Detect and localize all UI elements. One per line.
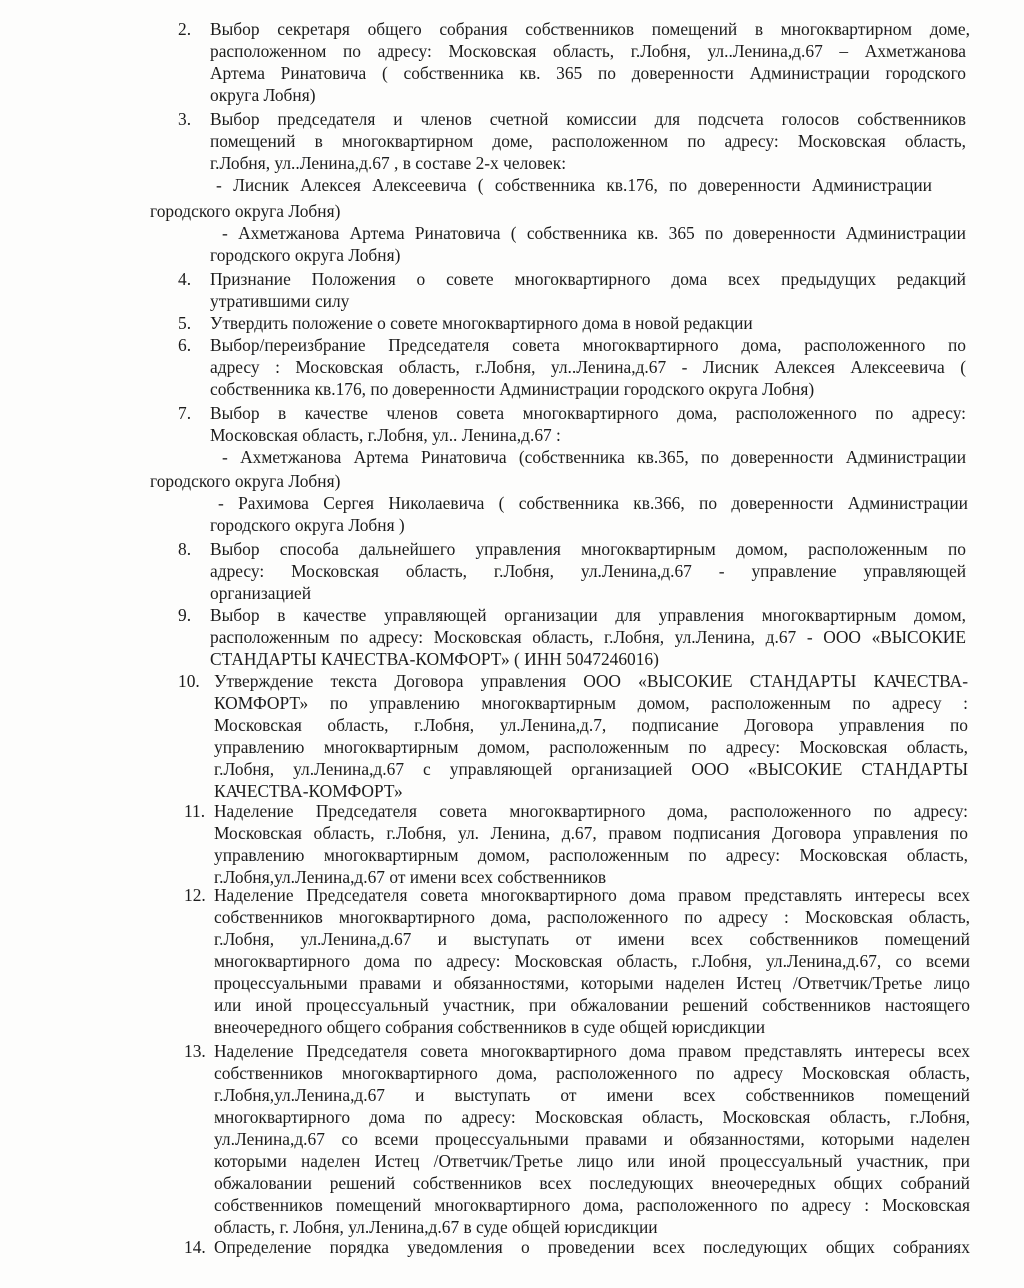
list-item-text-line: Выбор способа дальнейшего управления многоквартирным домом, расположенным по: [210, 539, 966, 559]
list-item-text-line: Московская область, г.Лобня, ул.Ленина,д.7, подписание Договора управления по: [214, 715, 968, 735]
list-item-text-line: городского округа Лобня ): [210, 515, 405, 535]
list-item-text-line: управлению многоквартирным домом, расположенным по адресу: Московская область,: [214, 737, 968, 757]
list-item-text-line: Выбор в качестве членов совета многоквартирного дома, расположенного по адресу:: [210, 403, 966, 423]
list-item-text-line: область, г. Лобня, ул.Ленина,д.67 в суде общей юрисдикции: [214, 1217, 658, 1237]
list-item-text-line: Признание Положения о совете многоквартирного дома всех предыдущих редакций: [210, 269, 966, 289]
list-item-text-line: Выбор в качестве управляющей организации для управления многоквартирным домом,: [210, 605, 966, 625]
list-item-text-line: Артема Ринатовича ( собственника кв. 365 по доверенности Администрации городского: [210, 63, 966, 83]
list-item-text-line: Московская область, г.Лобня, ул. Ленина, д.67, правом подписания Договора управления по: [214, 823, 968, 843]
list-item-text-line: - Ахметжанова Артема Ринатовича ( собственника кв. 365 по доверенности Администрации: [222, 223, 966, 243]
list-item-number: 4.: [178, 269, 192, 289]
list-item-text-line: Выбор секретаря общего собрания собственников помещений в многоквартирном доме,: [210, 19, 970, 39]
list-item-number: 7.: [178, 403, 192, 423]
list-item-number: 14.: [184, 1237, 206, 1257]
list-item-text-line: ул.Ленина,д.67 со всеми процессуальными правами и обязанностями, которыми наделен: [214, 1129, 970, 1149]
list-item-number: 8.: [178, 539, 192, 559]
list-item-text-line: г.Лобня,ул.Ленина,д.67 от имени всех собственников: [214, 867, 607, 887]
list-item-text-line: многоквартирного дома по адресу: Московская область, г.Лобня, ул.Ленина,д.67, со всеми: [214, 951, 970, 971]
list-item-text-line: - Лисник Алексея Алексеевича ( собственника кв.176, по доверенности Администрации: [216, 175, 932, 195]
list-item-text-line: Выбор председателя и членов счетной комиссии для подсчета голосов собственников: [210, 109, 966, 129]
list-item-text-line: внеочередного общего собрания собственников в суде общей юрисдикции: [214, 1017, 766, 1037]
list-item-text-line: Определение порядка уведомления о проведении всех последующих общих собраниях: [214, 1237, 970, 1257]
list-item-text-line: городского округа Лобня): [150, 201, 341, 221]
list-item-text-line: - Рахимова Сергея Николаевича ( собственника кв.366, по доверенности Администрации: [218, 493, 968, 513]
list-item-number: 13.: [184, 1041, 206, 1061]
list-item-number: 10.: [178, 671, 200, 691]
list-item-text-line: г.Лобня,ул.Ленина,д.67 и выступать от имени всех собственников помещений: [214, 1085, 970, 1105]
list-item-text-line: - Ахметжанова Артема Ринатовича (собственника кв.365, по доверенности Администрации: [222, 447, 966, 467]
list-item-text-line: собственников помещений многоквартирного дома, расположенного по адресу : Московская: [214, 1195, 970, 1215]
list-item-text-line: собственника кв.176, по доверенности Администрации городского округа Лобня): [210, 379, 815, 399]
list-item-text-line: обжаловании решений собственников всех последующих внеочередных общих собраний: [214, 1173, 970, 1193]
list-item-number: 12.: [184, 885, 206, 905]
list-item-number: 11.: [184, 801, 206, 821]
list-item-text-line: или иной процессуальный участник, при обжаловании решений собственников настоящего: [214, 995, 970, 1015]
list-item-number: 9.: [178, 605, 192, 625]
list-item-text-line: КАЧЕСТВА-КОМФОРТ»: [214, 781, 403, 801]
list-item-text-line: округа Лобня): [210, 85, 316, 105]
list-item-text-line: расположенном по адресу: Московская область, г.Лобня, ул..Ленина,д.67 – Ахметжанова: [210, 41, 966, 61]
list-item-text-line: Наделение Председателя совета многоквартирного дома правом представлять интересы всех: [214, 885, 970, 905]
list-item-text-line: Утверждение текста Договора управления ООО «ВЫСОКИЕ СТАНДАРТЫ КАЧЕСТВА-: [214, 671, 968, 691]
list-item-text-line: собственников многоквартирного дома, расположенного по адресу Московская область,: [214, 1063, 970, 1083]
list-item-text-line: многоквартирного дома по адресу: Московская область, Московская область, г.Лобня,: [214, 1107, 970, 1127]
list-item-text-line: Выбор/переизбрание Председателя совета многоквартирного дома, расположенного по: [210, 335, 966, 355]
list-item-text-line: Наделение Председателя совета многоквартирного дома, расположенного по адресу:: [214, 801, 968, 821]
list-item-text-line: помещений в многоквартирном доме, расположенном по адресу: Московская область,: [210, 131, 966, 151]
list-item-text-line: адресу: Московская область, г.Лобня, ул.Ленина,д.67 - управление управляющей: [210, 561, 966, 581]
list-item-number: 2.: [178, 19, 192, 39]
list-item-text-line: собственников многоквартирного дома, расположенного по адресу : Московская область,: [214, 907, 970, 927]
list-item-text-line: СТАНДАРТЫ КАЧЕСТВА-КОМФОРТ» ( ИНН 5047246016): [210, 649, 659, 669]
list-item-number: 6.: [178, 335, 192, 355]
list-item-text-line: Наделение Председателя совета многоквартирного дома правом представлять интересы всех: [214, 1041, 970, 1061]
list-item-text-line: организацией: [210, 583, 312, 603]
list-item-text-line: г.Лобня, ул..Ленина,д.67 , в составе 2-х человек:: [210, 153, 567, 173]
list-item-text-line: расположенным по адресу: Московская область, г.Лобня, ул.Ленина, д.67 - ООО «ВЫСОКИЕ: [210, 627, 966, 647]
list-item-text-line: городского округа Лобня): [150, 471, 341, 491]
list-item-text-line: управлению многоквартирным домом, расположенным по адресу: Московская область,: [214, 845, 968, 865]
list-item-text-line: утратившими силу: [210, 291, 350, 311]
list-item-text-line: г.Лобня, ул.Ленина,д.67 с управляющей организацией ООО «ВЫСОКИЕ СТАНДАРТЫ: [214, 759, 968, 779]
list-item-text-line: городского округа Лобня): [210, 245, 401, 265]
list-item-number: 5.: [178, 313, 192, 333]
list-item-text-line: КОМФОРТ» по управлению многоквартирным домом, расположенным по адресу :: [214, 693, 968, 713]
list-item-text-line: адресу : Московская область, г.Лобня, ул..Ленина,д.67 - Лисник Алексея Алексеевича (: [210, 357, 966, 377]
list-item-text-line: процессуальными правами и обязанностями, которыми наделен Истец /Ответчик/Третье лицо: [214, 973, 970, 993]
list-item-text-line: Утвердить положение о совете многоквартирного дома в новой редакции: [210, 313, 753, 333]
list-item-text-line: Московская область, г.Лобня, ул.. Ленина,д.67 :: [210, 425, 561, 445]
list-item-text-line: которыми наделен Истец /Ответчик/Третье лицо или иной процессуальный участник, при: [214, 1151, 970, 1171]
list-item-text-line: г.Лобня, ул.Ленина,д.67 и выступать от имени всех собственников помещений: [214, 929, 970, 949]
list-item-number: 3.: [178, 109, 192, 129]
